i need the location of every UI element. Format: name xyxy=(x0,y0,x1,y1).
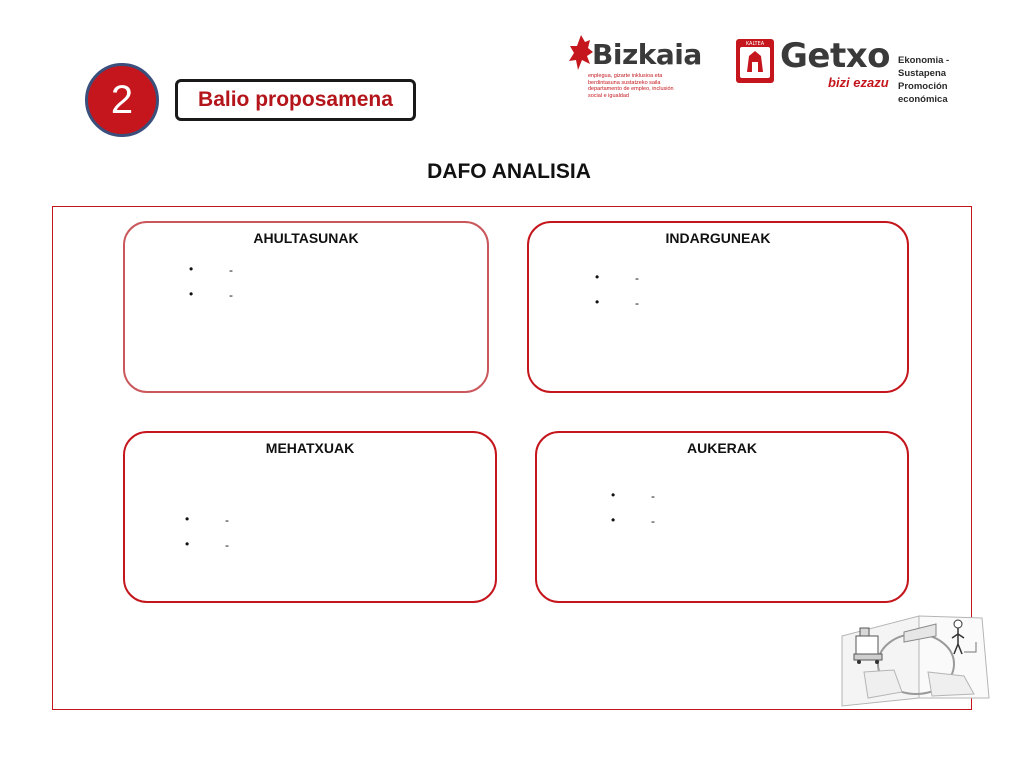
getxo-wordmark: Getxo xyxy=(780,36,891,76)
quadrant-mehatxuak xyxy=(123,431,497,603)
getxo-seal-icon xyxy=(735,38,775,84)
step-number-badge: 2 xyxy=(85,63,159,137)
bizkaia-wordmark: Bizkaia xyxy=(592,38,702,71)
list-item-text: - xyxy=(229,288,233,302)
quadrant-title: MEHATXUAK xyxy=(265,440,355,456)
list-item-text: - xyxy=(225,538,229,552)
quadrant-title: AUKERAK xyxy=(687,440,757,456)
list-item-text: - xyxy=(229,263,233,277)
bizkaia-logo xyxy=(568,34,708,102)
bizkaia-tagline: enplegua, gizarte inklusioa eta berdintasuna sustatzeko saila departamento de empleo, inclusión social e igualdad xyxy=(588,73,674,99)
quadrant-title: AHULTASUNAK xyxy=(253,230,359,246)
getxo-seal-text: KALTEA xyxy=(745,41,765,47)
quadrant-indarguneak xyxy=(527,221,909,393)
quadrant-aukerak xyxy=(535,431,909,603)
list-item-text: - xyxy=(651,489,655,503)
page-title: DAFO ANALISIA xyxy=(427,160,591,183)
getxo-department xyxy=(898,54,995,106)
getxo-department-es: Promoción económica xyxy=(898,81,948,105)
list-item-text: - xyxy=(225,513,229,527)
getxo-department-eu: Ekonomia -Sustapena xyxy=(898,55,950,79)
getxo-logo xyxy=(735,36,995,105)
business-model-illustration xyxy=(824,606,996,712)
section-label: Balio proposamena xyxy=(175,79,416,121)
list-item-text: - xyxy=(635,296,639,310)
bizkaia-logo-icon xyxy=(568,34,594,74)
list-item-text: - xyxy=(635,271,639,285)
list-item-text: - xyxy=(651,514,655,528)
quadrant-title: INDARGUNEAK xyxy=(665,230,771,246)
quadrant-ahultasunak xyxy=(123,221,489,393)
getxo-slogan: bizi ezazu xyxy=(828,75,889,90)
